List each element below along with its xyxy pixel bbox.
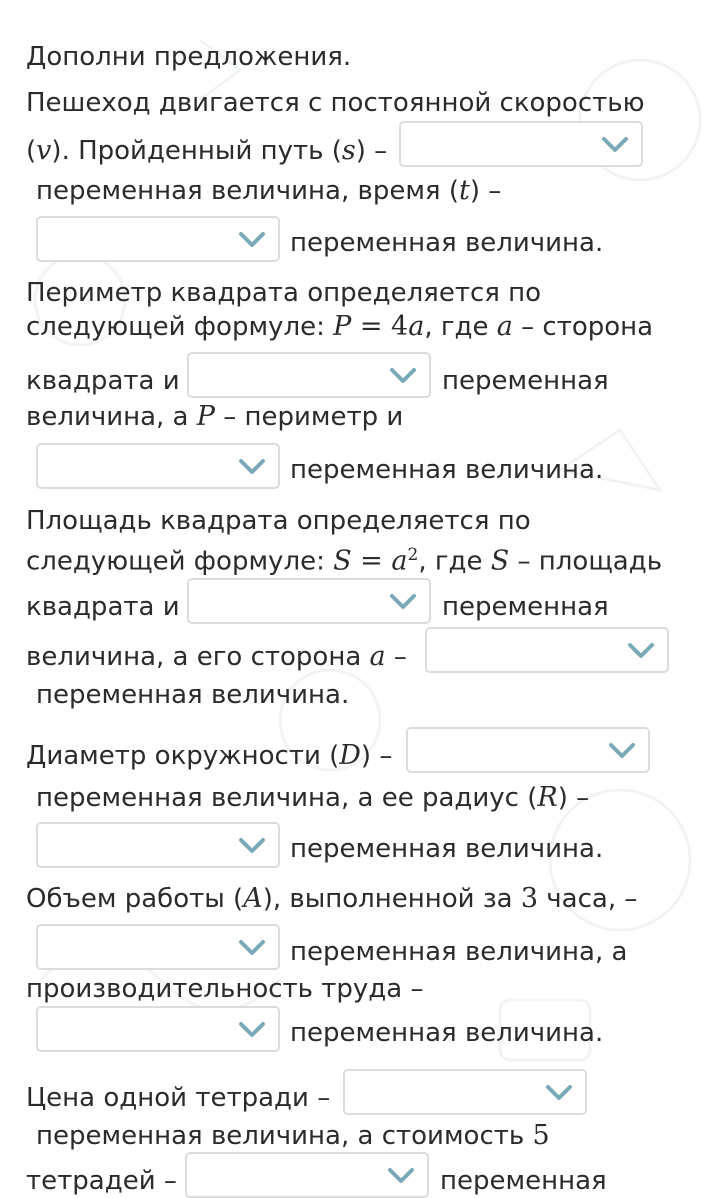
- chevron-down-icon: [238, 230, 266, 250]
- chevron-down-icon: [238, 457, 266, 477]
- q1-line-2: (v). Пройденный путь (s) –: [26, 135, 388, 166]
- q3-line-2: следующей формуле: $S = a^2$, где S – площадь: [26, 545, 663, 577]
- chevron-down-icon: [387, 1166, 415, 1186]
- q6-line-2: переменная величина, а стоимость 5: [36, 1120, 550, 1151]
- chevron-down-icon: [627, 641, 655, 661]
- q2-line-4: величина, а P – периметр и: [26, 401, 404, 432]
- q5-line-4: переменная величина.: [290, 1018, 604, 1048]
- dropdown-q3-area[interactable]: [187, 578, 431, 624]
- dropdown-q1-time[interactable]: [36, 216, 280, 262]
- chevron-down-icon: [238, 836, 266, 856]
- dropdown-q6-price[interactable]: [343, 1069, 587, 1115]
- chevron-down-icon: [608, 741, 636, 761]
- dropdown-q3-side[interactable]: [425, 627, 669, 673]
- q5-line-1: Объем работы (A), выполненной за 3 часа, –: [26, 883, 638, 914]
- q3-line-5: переменная величина.: [36, 680, 350, 710]
- variable-s: s: [341, 135, 356, 166]
- dropdown-q4-diameter[interactable]: [406, 727, 650, 773]
- dropdown-q5-productivity[interactable]: [36, 1006, 280, 1052]
- q1-line-4: переменная величина.: [290, 228, 604, 258]
- q6-line-3b: переменная: [440, 1166, 607, 1196]
- q6-line-1: Цена одной тетради –: [26, 1083, 331, 1113]
- dropdown-q2-perimeter[interactable]: [36, 443, 280, 489]
- chevron-down-icon: [601, 135, 629, 155]
- q3-line-3b: переменная: [442, 592, 609, 622]
- dropdown-q1-path[interactable]: [399, 121, 643, 167]
- q4-line-1: Диаметр окружности (D) –: [26, 740, 393, 771]
- q3-line-1: Площадь квадрата определяется по: [26, 506, 531, 536]
- q5-line-3: производительность труда –: [26, 974, 424, 1004]
- chevron-down-icon: [545, 1083, 573, 1103]
- chevron-down-icon: [238, 1020, 266, 1040]
- q2-line-1: Периметр квадрата определяется по: [26, 278, 542, 308]
- chevron-down-icon: [238, 938, 266, 958]
- q2-line-2: следующей формуле: P = 4a, где a – сторона: [26, 311, 654, 342]
- dropdown-q6-cost[interactable]: [185, 1152, 429, 1198]
- q2-line-3b: переменная: [442, 366, 609, 396]
- chevron-down-icon: [389, 592, 417, 612]
- chevron-down-icon: [389, 366, 417, 386]
- dropdown-q5-work[interactable]: [36, 924, 280, 970]
- variable-v: v: [36, 135, 52, 166]
- variable-t: t: [458, 175, 470, 206]
- q5-line-2: переменная величина, а: [290, 937, 628, 967]
- q2-line-3a: квадрата и: [26, 366, 180, 396]
- q3-line-3a: квадрата и: [26, 592, 180, 622]
- dropdown-q2-side[interactable]: [187, 352, 431, 398]
- q2-line-5: переменная величина.: [290, 455, 604, 485]
- q4-line-3: переменная величина.: [290, 834, 604, 864]
- q1-line-3: переменная величина, время (t) –: [36, 175, 502, 206]
- q6-line-3a: тетрадей –: [26, 1166, 177, 1196]
- instruction-heading: Дополни предложения.: [26, 42, 352, 72]
- q4-line-2: переменная величина, а ее радиус (R) –: [36, 782, 590, 813]
- q3-line-4: величина, а его сторона a –: [26, 641, 407, 672]
- q1-line-1: Пешеход двигается с постоянной скоростью: [26, 88, 645, 118]
- dropdown-q4-radius[interactable]: [36, 822, 280, 868]
